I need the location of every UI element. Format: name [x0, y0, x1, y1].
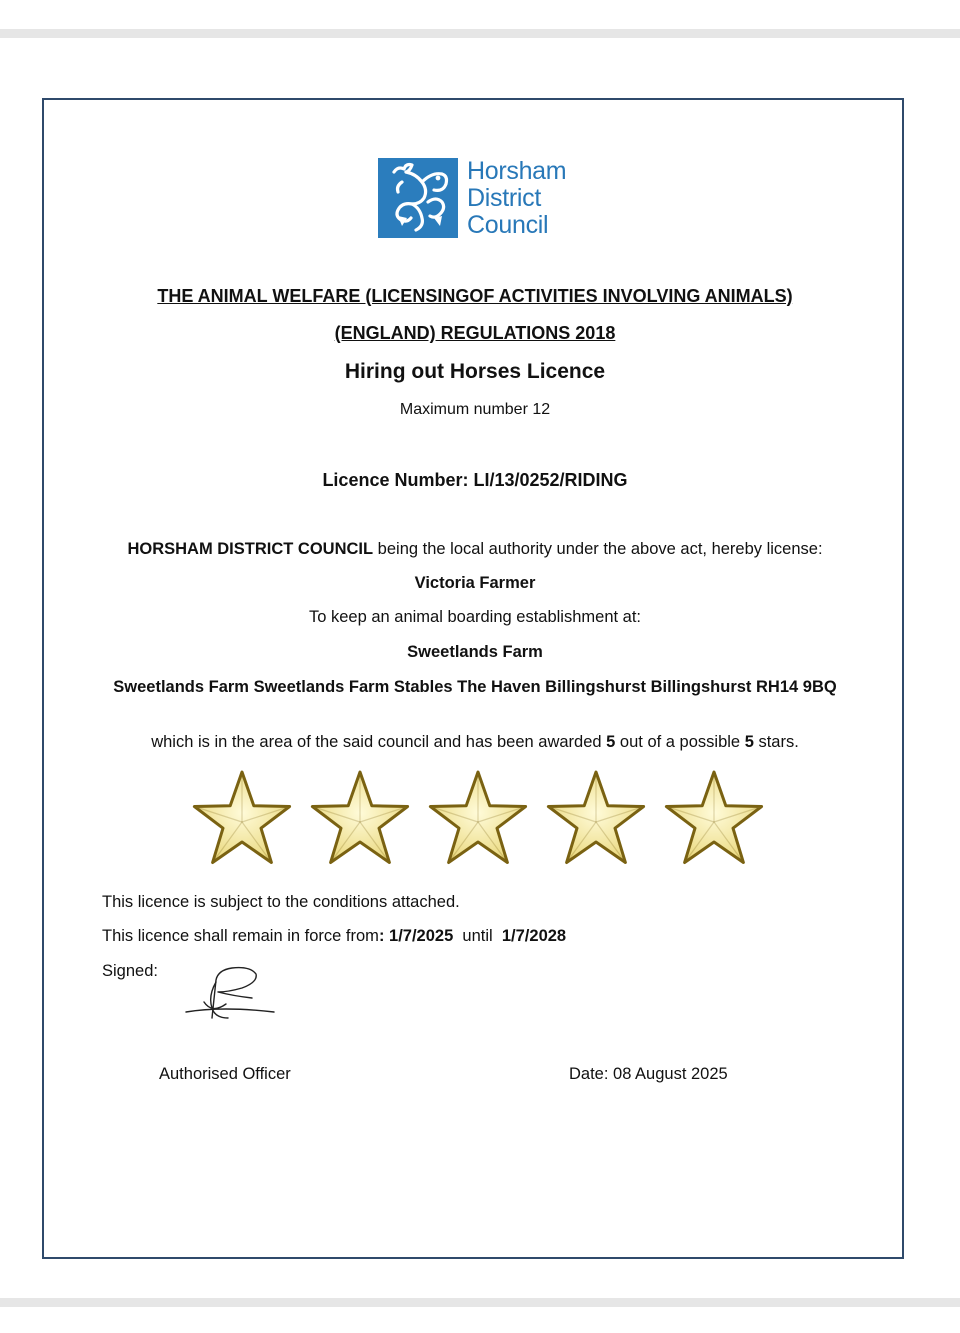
gold-star-icon [656, 766, 772, 874]
council-logo-text [467, 158, 566, 239]
star-award-statement [44, 733, 906, 752]
gold-star-icon [420, 766, 536, 874]
bottom-scanner-band [0, 1298, 960, 1307]
heraldic-lion-icon [378, 158, 458, 238]
council-logo [378, 158, 574, 240]
licence-number: Licence Number: LI/13/0252/RIDING [322, 470, 628, 490]
gold-star-icon [538, 766, 654, 874]
act-title-line-1: THE ANIMAL WELFARE (LICENSINGOF ACTIVITIES INVOLVING ANIMALS) [157, 286, 793, 306]
issue-date: Date: 08 August 2025 [569, 1065, 728, 1083]
top-scanner-band [0, 29, 960, 38]
premises-name: Sweetlands Farm [407, 643, 543, 661]
maximum-number: Maximum number 12 [399, 401, 551, 418]
logo-line-1: Horsham [467, 157, 567, 185]
stars-possible: 5 [744, 733, 754, 751]
valid-until-date: 1/7/2028 [501, 927, 567, 945]
conditions-note: This licence is subject to the conditions attached. [102, 893, 460, 911]
authority-statement [44, 540, 906, 559]
handwritten-signature [182, 962, 278, 1024]
licence-validity [102, 927, 566, 946]
logo-line-3: Council [467, 211, 549, 239]
gold-star-icon [302, 766, 418, 874]
authority-name: HORSHAM DISTRICT COUNCIL [127, 540, 374, 558]
gold-star-icon [184, 766, 300, 874]
premises-address: Sweetlands Farm Sweetlands Farm Stables The Haven Billingshurst Billingshurst RH14 9BQ [113, 678, 837, 696]
logo-line-2: District [467, 184, 541, 212]
licensee-name: Victoria Farmer [414, 574, 536, 592]
authorised-officer-label: Authorised Officer [159, 1065, 291, 1083]
award-suffix: stars. [753, 733, 799, 751]
until-label: until [453, 927, 502, 945]
authority-suffix: being the local authority under the above act, hereby license: [373, 540, 823, 558]
signed-label: Signed: [102, 962, 158, 980]
validity-colon: : [378, 927, 390, 945]
licence-certificate [42, 98, 904, 1259]
licence-title: Hiring out Horses Licence [344, 360, 606, 383]
validity-prefix: This licence shall remain in force from [102, 927, 379, 945]
valid-from-date: 1/7/2025 [389, 927, 454, 945]
award-middle: out of a possible [615, 733, 745, 751]
stars-awarded: 5 [606, 733, 616, 751]
star-rating [184, 766, 774, 876]
licence-purpose: To keep an animal boarding establishment at: [308, 608, 642, 626]
award-prefix: which is in the area of the said council and has been awarded [151, 733, 607, 751]
act-title-line-2: (ENGLAND) REGULATIONS 2018 [334, 323, 616, 343]
